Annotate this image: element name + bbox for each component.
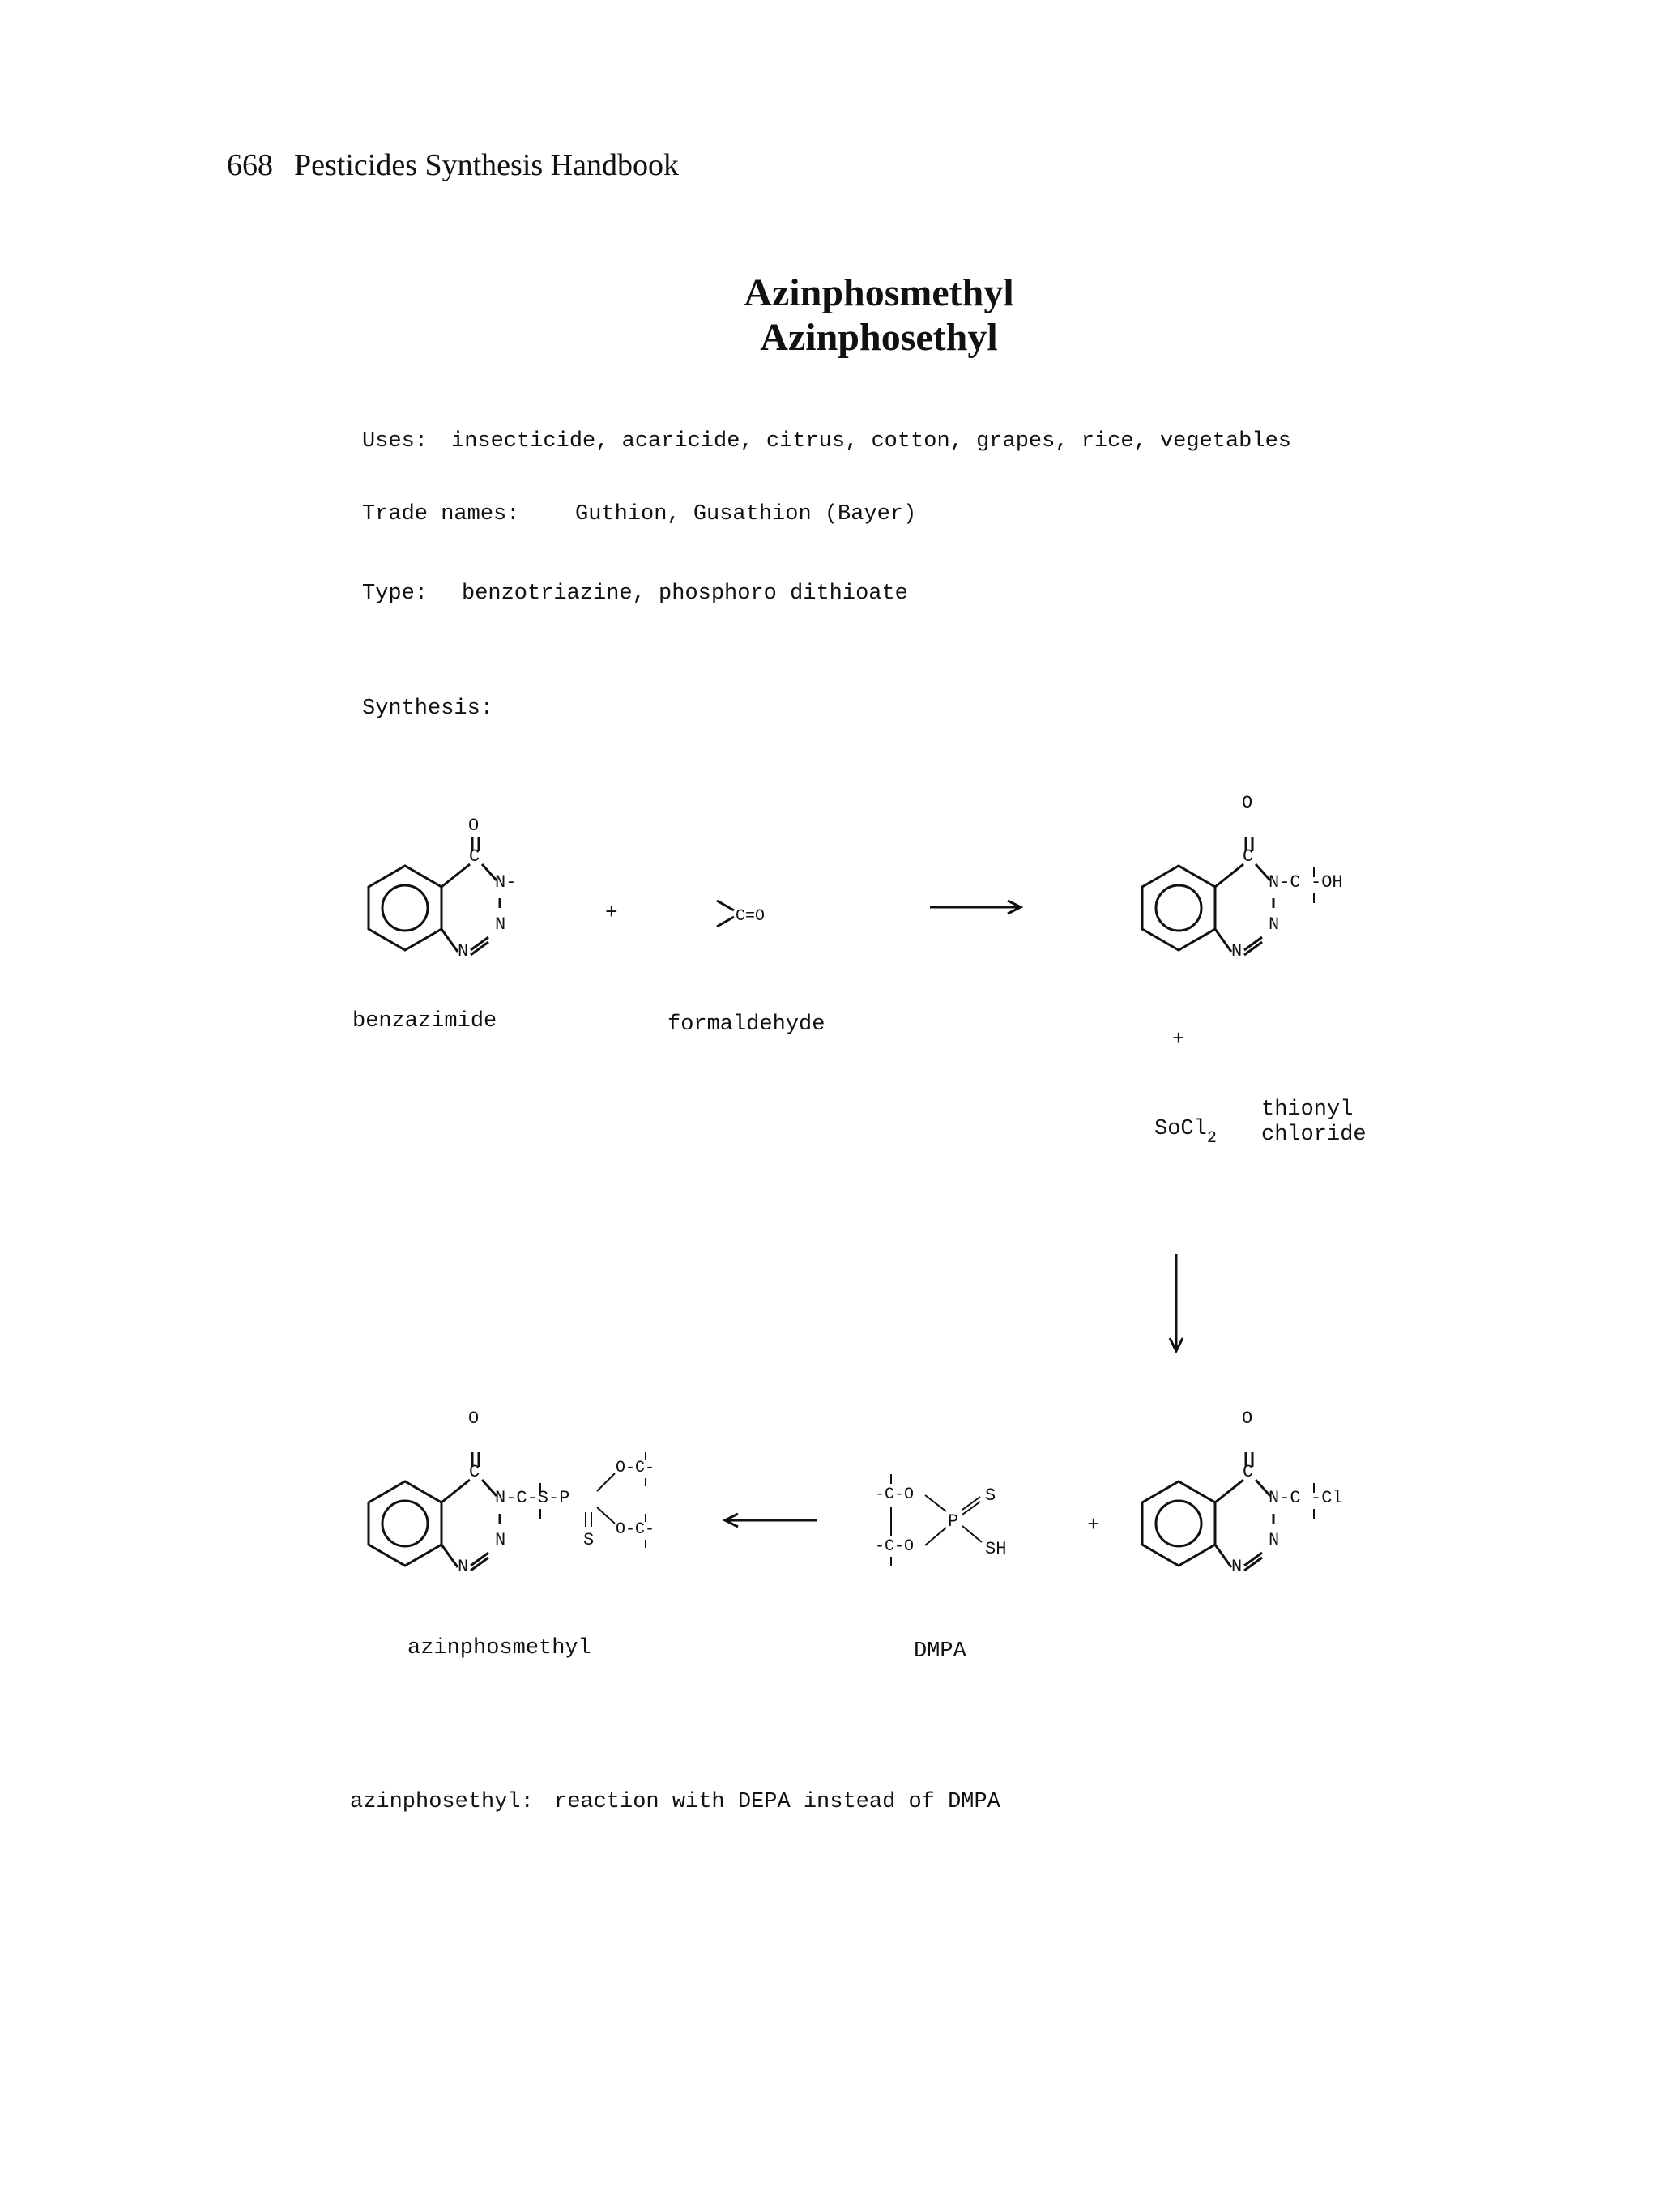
arrow-down bbox=[1170, 1254, 1183, 1351]
atom-c-o: -C-O bbox=[875, 1537, 915, 1556]
azinphosmethyl-structure bbox=[369, 1409, 655, 1577]
uses-label: Uses: bbox=[362, 429, 429, 454]
atom-n: N bbox=[495, 914, 506, 935]
footnote-label: azinphosethyl: bbox=[350, 1790, 534, 1814]
atom-o: O bbox=[1242, 793, 1253, 813]
atom-oh: -OH bbox=[1311, 872, 1343, 893]
label-formaldehyde: formaldehyde bbox=[667, 1012, 825, 1037]
atom-s: S bbox=[583, 1530, 595, 1550]
atom-c: C bbox=[1243, 846, 1254, 867]
label-dmpa: DMPA bbox=[914, 1639, 966, 1664]
atom-n-c-s-p: N-C-S-P bbox=[495, 1488, 570, 1508]
atom-n: N bbox=[458, 1557, 469, 1577]
uses-value: insecticide, acaricide, citrus, cotton, grapes, rice, vegetables bbox=[451, 429, 1291, 454]
atom-n: N bbox=[1231, 1557, 1243, 1577]
atom-o: O bbox=[468, 1409, 480, 1429]
trade-names-label: Trade names: bbox=[362, 502, 520, 526]
atom-n: N bbox=[495, 1530, 506, 1550]
atom-o: O bbox=[1242, 1409, 1253, 1429]
atom-c: C bbox=[469, 846, 480, 867]
atom-o: O bbox=[468, 816, 480, 836]
label-azinphosmethyl: azinphosmethyl bbox=[407, 1636, 591, 1660]
arrow-right bbox=[930, 901, 1021, 914]
label-thionyl-1: thionyl bbox=[1261, 1097, 1354, 1122]
thionyl-formula: SoCl$_2$ bbox=[1154, 1117, 1217, 1148]
compound-title-2: Azinphosethyl bbox=[760, 316, 998, 359]
hydroxymethyl-intermediate bbox=[1142, 793, 1343, 961]
atom-n-c: N-C bbox=[1269, 1488, 1301, 1508]
plus-sign: + bbox=[1087, 1513, 1100, 1537]
atom-n: N bbox=[1231, 941, 1243, 961]
atom-n: N bbox=[1269, 1530, 1280, 1550]
benzazimide-structure bbox=[369, 816, 516, 961]
atom-c: C bbox=[1243, 1462, 1254, 1482]
atom-c: C bbox=[469, 1462, 480, 1482]
carbonyl-group: C=O bbox=[736, 907, 766, 926]
footnote-text: reaction with DEPA instead of DMPA bbox=[554, 1790, 1000, 1814]
plus-sign: + bbox=[1172, 1027, 1185, 1051]
label-benzazimide: benzazimide bbox=[352, 1009, 497, 1034]
synthesis-label: Synthesis: bbox=[362, 697, 494, 721]
plus-sign: + bbox=[605, 901, 618, 925]
dmpa-structure bbox=[875, 1474, 1006, 1566]
atom-p: P bbox=[948, 1511, 959, 1532]
trade-names-value: Guthion, Gusathion (Bayer) bbox=[575, 502, 917, 526]
chloromethyl-intermediate bbox=[1142, 1409, 1343, 1577]
atom-c-o: -C-O bbox=[875, 1485, 915, 1504]
book-title: Pesticides Synthesis Handbook bbox=[294, 148, 679, 182]
atom-sh: SH bbox=[985, 1539, 1007, 1559]
atom-s: S bbox=[985, 1485, 996, 1506]
type-value: benzotriazine, phosphoro dithioate bbox=[462, 582, 908, 606]
atom-n-c: N-C bbox=[1269, 872, 1301, 893]
atom-cl: -Cl bbox=[1311, 1488, 1343, 1508]
atom-o-c: O-C- bbox=[616, 1520, 655, 1539]
atom-n-dash: N- bbox=[495, 872, 517, 893]
label-thionyl-2: chloride bbox=[1261, 1123, 1367, 1147]
type-label: Type: bbox=[362, 582, 429, 606]
formaldehyde-structure bbox=[717, 901, 765, 927]
atom-n: N bbox=[458, 941, 469, 961]
compound-title-1: Azinphosmethyl bbox=[744, 271, 1014, 314]
arrow-left bbox=[725, 1514, 817, 1527]
page-number: 668 bbox=[227, 148, 273, 182]
atom-n: N bbox=[1269, 914, 1280, 935]
atom-o-c: O-C- bbox=[616, 1459, 655, 1477]
